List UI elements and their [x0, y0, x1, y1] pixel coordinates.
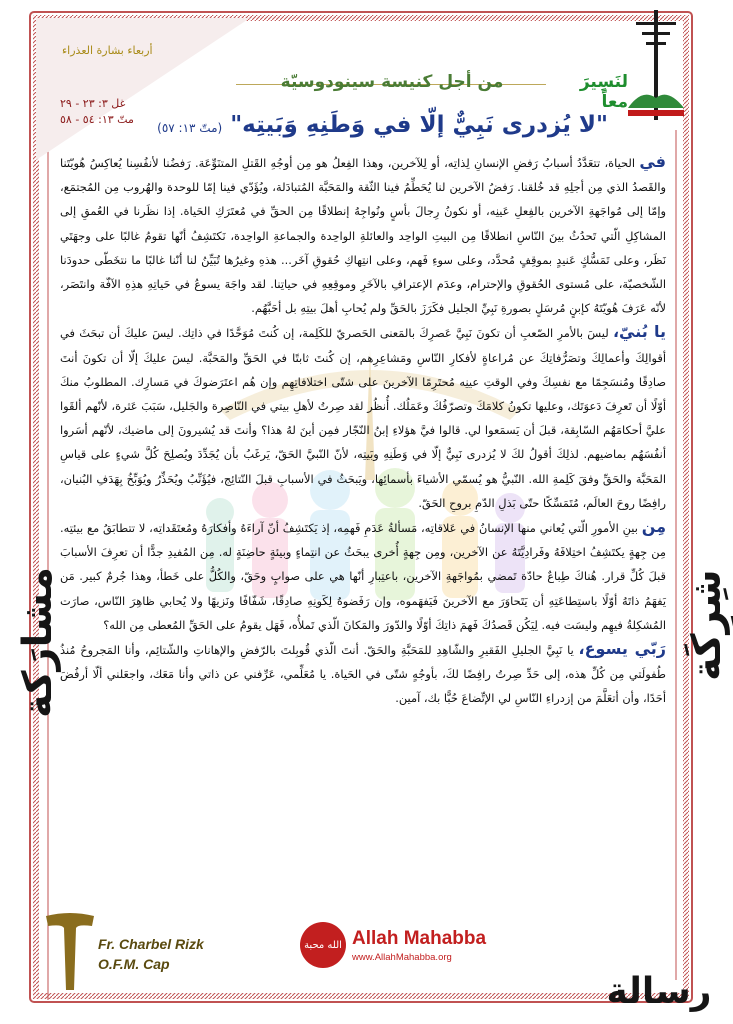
- paragraph-3-text: بينِ الأمورِ الّتي يُعاني منها الإنسانُ في عَلاقاتِه، مَسألةُ عَدَمِ فَهمِه، إذ يَكتَشِفُ أنّ آراءَهُ وأفكارَهُ ومُعتَقَداتِه، لا تتطابَقُ مع بيئتِه. مِن جِهةٍ يكتَشِفُ اختِلافَهُ وفَرادِيَّتَهُ عن الآخرين، ومِن جِهةٍ أُخرى يبحَثُ عن انتِماءٍ وبيئةٍ حاضِنَةٍ له. مِن المُفيدِ جدًّا أن تعرِفَ الأسبابَ قبلَ كُلِّ قرار. هُناكَ طِباعٌ حادّة تَمضي بمُواجَهةِ الآخرين، باعتِبارِ أنّها هي على صوابٍ وحَقّ، والكُلُّ على خَطأ، وهذا جُرمٌ كبير. مَن يَفهَمُ ذاتَهُ أوّلًا باستِطاعَتِهِ أن يَتَحاوَرَ مع الآخرينَ فَيَفهَموه، وإن رَفَضوهُ لِكَونِهِ صادِقًا، شَفّافًا ونَزيهًا ولا يُحابي ظاهِرَ النّاس، صارَت المُشكِلةُ فيهِم وليسَت فيه. لِيَكُن قَصدُكَ فَهمَ ذاتِكَ أوّلًا والدّورَ والمَكانَ الّذي تَملأُه، فَهَل يقومُ على الحَقِّ المُعطى مِن الله؟: [60, 521, 666, 632]
- cross-cedar-logo: [628, 10, 684, 120]
- paragraph-2: [60, 320, 666, 515]
- paragraph-2-text: ليسَ بالأمرِ الصّعبِ أن تكونَ نَبِيَّ عَصرِكَ بالمَعنى الحَصريّ للكَلِمة، إن كُنتَ مُوَحَّدًا في ذاتِك. ليسَ عليكَ أن تبحَثَ في أقوالِكَ وأعمالِكَ وتصَرُّفاتِكَ عن مُراعاةٍ لأفكارِ النّاسِ ومَشاعِرِهم، إن كُنتَ ثابتًا في الحَقِّ والمَحَبَّة. ليسَ عليكَ إلّا أن تكونَ أنتَ صادِقًا ومُنسَجِمًا مع نفسِكَ وفي الوقتِ عينِه مُحتَرِمًا الآخرينَ على شتّى اختلافاتِهِم وإن هُم اعتَرَضوكَ في مَسارِك. المطلوبُ منكَ أوّلًا أن تَعرِفَ دَعوَتَك، وعليها تكونُ كلامَكَ وتصرّفُكَ وعَمَلُك. أُنظُر لقد صِرتُ لأهلِ بيتي في النّاصِرة والجَليل، سَبَبَ عَثرة، لأنّهم ألقَوا عليَّ أحكامَهُم السّابِقة، قبلَ أن يَسمَعوا لي. قالوا فيَّ هؤلاءِ إبنُ النّجّار فمِن أينَ لهُ هذا؟ وأنتَ قد يُشيرونَ إلى ماضيك، لأنّهم أسَروا أنفُسَهُم بماضيهم. لذلِكَ أقولُ لكَ لا يُزدرى نَبِيٌّ إلّا في وَطَنِهِ وبَيتِه، لأنّ النّبيَّ الحَقّ، يَرغَبُ بأن يُجَدِّدَ ويُصلِحَ كُلَّ شيءٍ على قياسِ المَحَبَّة والحَقِّ وفقَ كَلِمةِ الله. النّبيُّ هو يُسمّي الأشياءَ بأسمائِها، ويَبحَثُ في الأسبابِ قبلَ النّتائِج، فيُؤَنِّبُ ويُحَذِّرُ ويُوَبِّخُ بِهَدَفِ البُنيان، رافِضًا روحَ العالَم، مُتَمَسِّكًا حتّى بَذلِ الدّمِ بروحِ الحَقّ.: [60, 326, 666, 510]
- title-quote: "لا يُزدرى نَبِيٌّ إلّا في وَطَنِهِ وَبَيتِه": [230, 112, 608, 138]
- header-motto: لنَسِيرَ معاً: [579, 72, 628, 112]
- scripture-ref-1: غل ٣: ٢٣ - ٢٩: [60, 97, 126, 110]
- paragraph-1: [60, 150, 666, 320]
- paragraph-4-text: يا نَبِيَّ الجليلِ الفَقيرِ والشّاهِدِ للمَحَبَّةِ والحَقّ. أنتَ الّذي قُوبِلتَ بالرّفضِ والإهاناتِ والشّتائِم، وأنا المَجروحُ مُنذُ طُفولَتي مِن كُلِّ هذه، إلى حَدِّ صِرتُ رافِضًا لكَ، بأوجُهٍ شتّى في الحَياة. يا مُعَلِّمي، عَرِّفني عن ذاتي وأنا مَعَك، واجعَلني ألّا أرفُضَ أحَدًا، وأن أتعَلَّمَ من إزدراءِ النّاسِ لي الإتِّضاعَ حُبًّا بك، آمين.: [60, 643, 666, 706]
- paragraph-2-lead: يا بُنيّ،: [612, 322, 667, 342]
- paragraph-4: [60, 637, 666, 711]
- paragraph-3: [60, 515, 666, 637]
- scripture-ref-2: متّ ١٣: ٥٤ - ٥٨: [60, 113, 134, 126]
- meditation-body: [60, 150, 666, 910]
- tau-cross-icon: [44, 910, 96, 992]
- brand-url-link[interactable]: www.AllahMahabba.org: [352, 952, 452, 963]
- header-liturgical-day: أربعاء بشارة العذراء: [62, 44, 153, 57]
- author-order: O.F.M. Cap: [98, 956, 170, 972]
- page-title: [157, 112, 608, 146]
- allah-mahabba-logo: [300, 922, 346, 968]
- paragraph-1-text: الحياة، تتعَدَّدُ أسبابُ رَفضِ الإنسانِ لِذاتِه، أو لِلآخرين، وهذا الفِعلُ هو مِن أوجُهِ القَتلِ المتنَوِّعَة. رَفضُنا لأنفُسِنا يُعاكِسُ هُويّتَنا والقَصدُ الذي مِن أجلِهِ قد خُلقنا. رَفضُ الآخرين لنا يُحَطِّمُ فينا الثّقة والمَحَبَّة المُتبادَلة، ويُؤَدّي فينا إمّا للوحدة والهُروب مِن المُجتمَع، وإمّا إلى مُواجَهةِ الآخرين بالفِعلِ عَينِه، أو نكونُ رِجالَ بأسٍ ونُواجِهُ إنطلاقًا مِن الحقِّ في مُعتَرَكِ الحَياة. إذا نظَرنا في العُمقِ إلى المشاكِلِ الّتي تَحدُثُ بينَ النّاسِ انطلاقًا مِن البيتِ الواحِد والعائلةِ الواحِدة والجماعةِ الواحِدة، نَكتَشِفُ أنّها تقومُ غالبًا على وجهَتَي نَظَر، وعلى تَمَسُّكٍ عَنيدٍ بموقِفٍ مُحدَّد، وعلى سوءِ فَهم، وعلى انتِهاكِ حُقوقِ آخَر... هذهِ وغيرُها تُبَيِّنُ لنا أنّنا غالبًا ما نتخَطّى حدودَنا الشّخصيّة، على مُستوى الحُقوقِ والإحترام، وعدَم الإعترافِ بالآخَرِ وموقِعِهِ في حياتِنا. لقد واجَهَ يسوعُ في حَياتِهِ هذِهِ الآفّة وانتَصَر، لأنّه عَرَفَ هُويّتَهُ كإبنٍ مُرسَلٍ بصورةِ نَبِيِّ الجليل فكَرَزَ بالحَقِّ ولم يُحابِ أهلَ بيتِهِ بل أحَبَّهُم.: [60, 156, 666, 316]
- paragraph-4-lead: رَبّي يسوع،: [578, 639, 666, 659]
- side-label-participation: مشارَكة: [15, 566, 61, 718]
- author-signature: [98, 934, 258, 980]
- header-synodal-slogan: من أجل كنيسة سينودوسيّة: [280, 72, 504, 92]
- title-reference: (متّ ١٣: ٥٧): [157, 121, 223, 135]
- brand-name: Allah Mahabba: [352, 928, 487, 949]
- paragraph-1-lead: في: [639, 152, 666, 171]
- paragraph-3-lead: مِن: [641, 517, 666, 537]
- author-name: Fr. Charbel Rizk: [98, 936, 204, 952]
- logo-text: الله محبة: [304, 939, 342, 951]
- side-label-communion: شِرِكَة: [684, 569, 730, 681]
- side-label-mission: رسالة: [606, 971, 712, 1012]
